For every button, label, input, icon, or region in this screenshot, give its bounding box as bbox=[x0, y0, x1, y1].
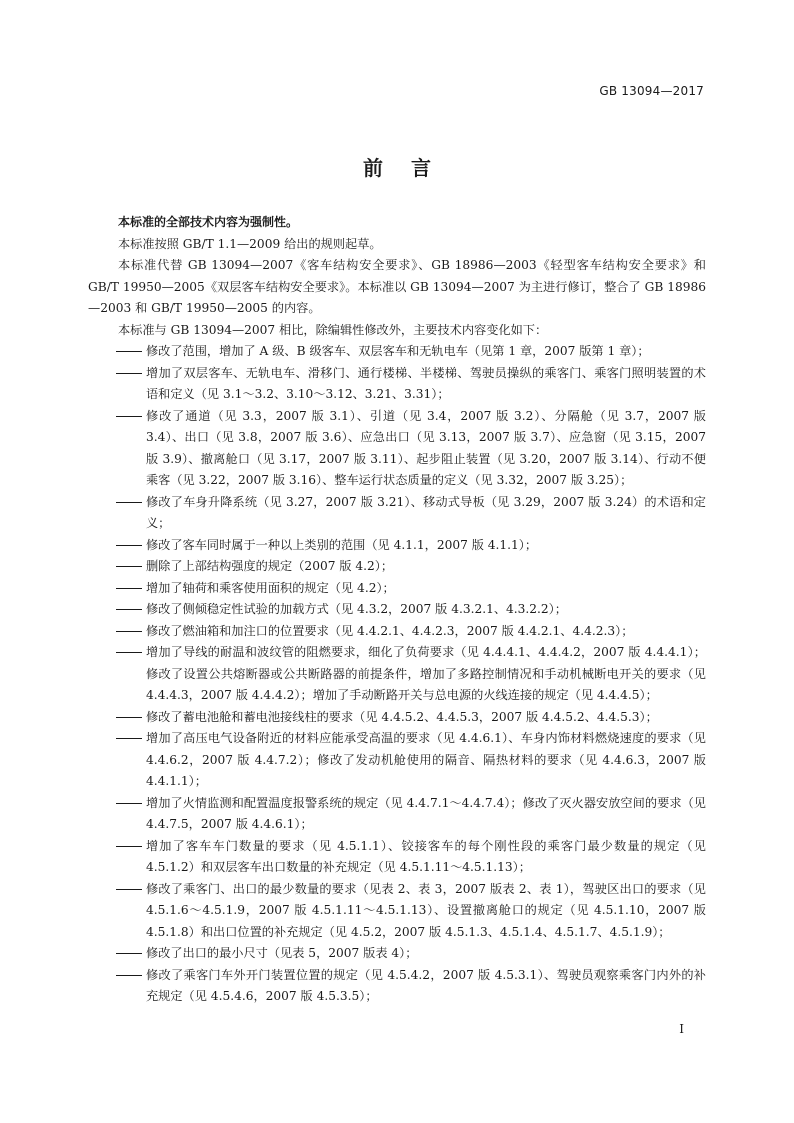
list-item: 增加了导线的耐温和波纹管的阻燃要求，细化了负荷要求（见 4.4.4.1、4.4.4.2，2007 版 4.4.4.1）；修改了设置公共熔断器或公共断路器的前提条件，增加了多路控制情况和手动机械断电开关的要求（见 4.4.4.3，2007 版 4.4.4.2）；增加了手动断路开关与总电源的火线连接的规定（见 4.4.4.5）； bbox=[146, 645, 706, 702]
list-item: 修改了燃油箱和加注口的位置要求（见 4.4.2.1、4.4.2.3，2007 版 4.4.2.1、4.4.2.3）； bbox=[146, 623, 634, 638]
body-content bbox=[88, 212, 706, 1008]
list-item: 修改了乘客门、出口的最少数量的要求（见表 2、表 3，2007 版表 2、表 1），驾驶区出口的要求（见 4.5.1.6～4.5.1.9，2007 版 4.5.1.11～4.5.1.13）、设置撤离舱口的规定（见 4.5.1.10，2007 版 4.5.1.8）和出口位置的补充规定（见 4.5.2，2007 版 4.5.1.3、4.5.1.4、4.5.1.7、4.5.1.9）； bbox=[146, 881, 706, 939]
list-item: 增加了高压电气设备附近的材料应能承受高温的要求（见 4.4.6.1）、车身内饰材料燃烧速度的要求（见 4.4.6.2，2007 版 4.4.7.2）；修改了发动机舱使用的隔音、隔热材料的要求（见 4.4.6.3，2007 版 4.4.1.1）； bbox=[146, 731, 706, 788]
page-number: I bbox=[679, 1022, 684, 1036]
list-item: 增加了客车车门数量的要求（见 4.5.1.1）、铰接客车的每个刚性段的乘客门最少数量的规定（见 4.5.1.2）和双层客车出口数量的补充规定（见 4.5.1.11～4.5.1.13）； bbox=[146, 838, 706, 874]
list-item: 修改了通道（见 3.3，2007 版 3.1）、引道（见 3.4，2007 版 3.2）、分隔舱（见 3.7，2007 版 3.4）、出口（见 3.8，2007 版 3.6）、应急出口（见 3.13，2007 版 3.7）、应急窗（见 3.15，2007 版 3.9）、撤离舱口（见 3.17，2007 版 3.11）、起步阻止装置（见 3.20，2007 版 3.14）、行动不便乘客（见 3.22，2007 版 3.16）、整车运行状态质量的定义（见 3.32，2007 版 3.25）； bbox=[146, 408, 706, 487]
list-item: 修改了蓄电池舱和蓄电池接线柱的要求（见 4.4.5.2、4.4.5.3，2007 版 4.4.5.2、4.4.5.3）； bbox=[146, 709, 658, 724]
list-item: 修改了范围，增加了 A 级、B 级客车、双层客车和无轨电车（见第 1 章，2007 版第 1 章）； bbox=[146, 344, 650, 358]
mandatory-statement: 本标准的全部技术内容为强制性。 bbox=[118, 215, 299, 229]
list-item: 增加了轴荷和乘客使用面积的规定（见 4.2）； bbox=[146, 580, 395, 595]
list-item: 删除了上部结构强度的规定（2007 版 4.2）； bbox=[146, 559, 394, 573]
replacement-paragraph: 本标准代替 GB 13094—2007《客车结构安全要求》、GB 18986—2003《轻型客车结构安全要求》和 GB/T 19950—2005《双层客车结构安全要求》。本标准以 GB 13094—2007 为主进行修订，整合了 GB 18986—2003 和 GB/T 19950—2005 的内容。 bbox=[88, 258, 706, 315]
list-item: 增加了火情监测和配置温度报警系统的规定（见 4.4.7.1～4.4.7.4）；修改了灭火器安放空间的要求（见 4.4.7.5，2007 版 4.4.6.1）； bbox=[146, 795, 706, 831]
changes-list bbox=[88, 341, 706, 1008]
standard-code: GB 13094—2017 bbox=[599, 84, 704, 98]
list-item: 修改了客车同时属于一种以上类别的范围（见 4.1.1，2007 版 4.1.1）； bbox=[146, 537, 538, 552]
drafting-rules-paragraph: 本标准按照 GB/T 1.1—2009 给出的规则起草。 bbox=[118, 236, 382, 251]
list-item: 修改了乘客门车外开门装置位置的规定（见 4.5.4.2，2007 版 4.5.3.1）、驾驶员观察乘客门内外的补充规定（见 4.5.4.6，2007 版 4.5.3.5）； bbox=[146, 967, 706, 1003]
list-item: 修改了侧倾稳定性试验的加载方式（见 4.3.2，2007 版 4.3.2.1、4.3.2.2）； bbox=[146, 602, 567, 616]
list-item: 增加了双层客车、无轨电车、滑移门、通行楼梯、半楼梯、驾驶员操纵的乘客门、乘客门照明装置的术语和定义（见 3.1～3.2、3.10～3.12、3.21、3.31）； bbox=[146, 365, 706, 401]
list-item: 修改了出口的最小尺寸（见表 5，2007 版表 4）； bbox=[146, 946, 418, 960]
list-item: 修改了车身升降系统（见 3.27，2007 版 3.21）、移动式导板（见 3.29，2007 版 3.24）的术语和定义； bbox=[146, 494, 706, 530]
page-title: 前言 bbox=[363, 156, 459, 180]
changes-intro-paragraph: 本标准与 GB 13094—2007 相比，除编辑性修改外，主要技术内容变化如下： bbox=[118, 322, 548, 337]
